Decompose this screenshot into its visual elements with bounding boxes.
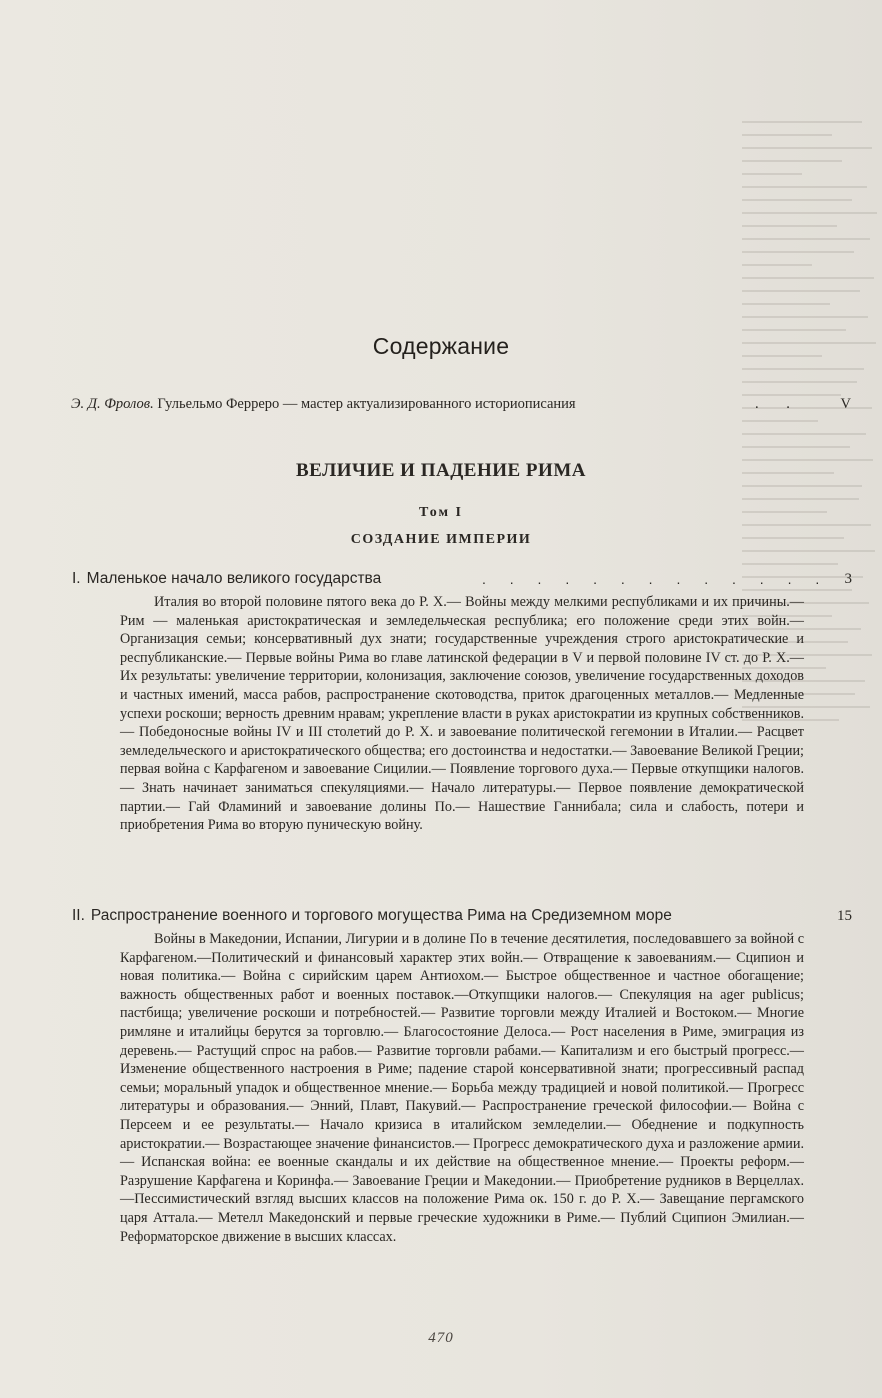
preface-title: Гульельмо Ферреро — мастер актуализированного историописания: [157, 396, 576, 412]
chapter-title: Маленькое начало великого государства: [86, 570, 382, 587]
chapter-title: Распространение военного и торгового могущества Рима на Средиземном море: [90, 907, 672, 924]
chapter-heading: [72, 905, 852, 927]
work-title: ВЕЛИЧИЕ И ПАДЕНИЕ РИМА: [296, 460, 586, 481]
preface-entry[interactable]: [71, 394, 851, 414]
chapter-entry-1[interactable]: [72, 568, 852, 835]
chapter-heading: [72, 568, 852, 590]
chapter-entry-2[interactable]: [72, 905, 852, 1246]
chapter-dots: . . . . . . . . . . . . .: [482, 571, 830, 587]
volume-title: СОЗДАНИЕ ИМПЕРИИ: [350, 532, 532, 547]
chapter-page-number: 15: [837, 908, 852, 924]
chapter-summary: Италия во второй половине пятого века до Р. Х.— Войны между мелкими республиками и их причины.— Рим — маленькая аристократическая и земледельческая республика; его положение среди этих войн.— Организация семьи; консервативный дух знати; государственные учреждения строго аристократические и республиканские.— Первые войны Рима во главе латинской федерации в V и первой половине IV ст. до Р. Х.— Их результаты: увеличение территории, колонизация, заключение союзов, увеличение государственных доходов и частных имений, масса рабов, распространение скотоводства, приток драгоценных металлов.— Медленные успехи роскоши; верность древним нравам; укрепление власти в руках аристократии из крупных собственников.— Победоносные войны IV и III столетий до Р. Х. и завоевание политической гегемонии в Италии.— Расцвет земледельческого и аристократического общества; его достоинства и недостатки.— Завоевание Великой Греции; первая война с Карфагеном и завоевание Сицилии.— Появление торгового духа.— Первые откупщики налогов.— Знать начинает заниматься спекуляциями.— Начало литературы.— Первое появление демократической партии.— Гай Фламиний и завоевание долины По.— Нашествие Ганнибала; сила и слабость, потери и приобретения Рима во вторую пуническую войну.: [120, 594, 804, 834]
chapter-number: II.: [72, 907, 85, 924]
chapter-number: I.: [72, 570, 81, 587]
volume-number: Том I: [419, 505, 463, 520]
preface-page-number: V: [840, 396, 851, 412]
chapter-page-number: 3: [844, 571, 852, 587]
preface-dots: . .: [755, 396, 802, 412]
chapter-summary: Войны в Македонии, Испании, Лигурии и в долине По в течение десятилетия, последовавшего за войной с Карфагеном.—Политический и финансовый характер этих войн.— Отвращение к завоеваниям.— Сципион и новая политика.— Война с сирийским царем Антиохом.— Быстрое общественное и частное обогащение; важность общественных работ и военных поставок.—Откупщики налогов.— Спекуляция на ager publicus; пастбища; увеличение роскоши и потребностей.— Развитие торговли между Италией и Востоком.— Многие римляне и италийцы берутся за торговлю.— Благосостояние Делоса.— Рост населения в Риме, эмиграция из деревень.— Растущий спрос на рабов.— Развитие торговли рабами.— Капитализм и его быстрый прогресс.— Изменение общественного настроения в Риме; падение старой консервативной знати; прогрессивный распад семьи; моральный упадок и общественное мнение.— Борьба между традицией и новой политикой.— Прогресс литературы и образования.— Энний, Плавт, Пакувий.— Распространение греческой философии.— Война с Персеем и ее результаты.— Начало кризиса в италийском земледелии.— Обеднение и подкупность аристократии.— Возрастающее значение финансистов.— Прогресс демократического духа и разложение армии.— Испанская война: ее военные скандалы и их действие на общественное мнение.— Проекты реформ.— Разрушение Карфагена и Коринфа.— Завоевание Греции и Македонии.— Приобретение рудников в Верцеллах.—Пессимистический взгляд высших классов на положение Рима ок. 150 г. до Р. Х.— Завещание пергамского царя Аттала.— Метелл Македонский и первые греческие художники в Риме.— Публий Сципион Эмилиан.— Реформаторское движение в высших классах.: [120, 931, 804, 1245]
contents-title: Содержание: [372, 333, 510, 359]
page-folio: 470: [428, 1330, 454, 1346]
preface-author: Э. Д. Фролов.: [71, 396, 154, 412]
